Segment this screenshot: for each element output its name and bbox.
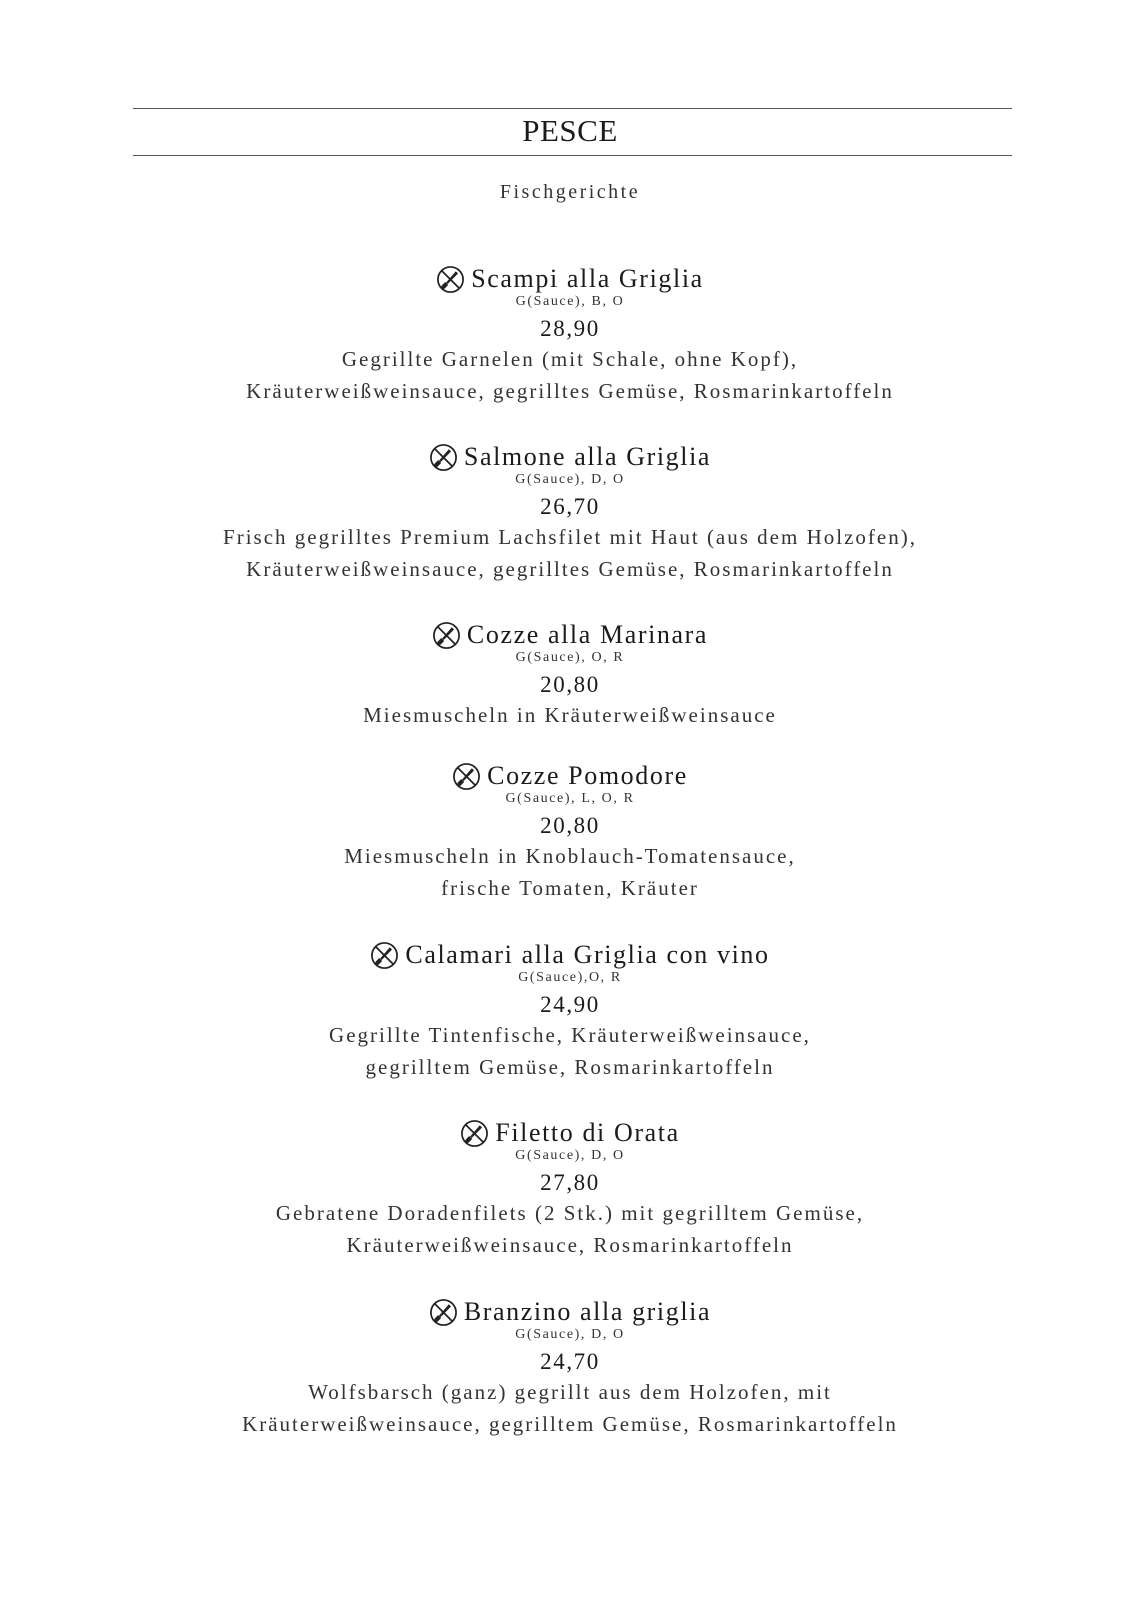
dish-description-line: frische Tomaten, Kräuter <box>441 876 699 900</box>
dish-price: 28,90 <box>540 316 600 341</box>
dish-description-line: Miesmuscheln in Kräuterweißweinsauce <box>363 703 777 727</box>
dish-description-line: Kräuterweißweinsauce, Rosmarinkartoffeln <box>346 1233 794 1257</box>
dish-price: 27,80 <box>540 1170 600 1195</box>
dish-allergens: G(Sauce),O, R <box>518 970 622 985</box>
dish-heading <box>0 760 1140 792</box>
dish-description-line: Kräuterweißweinsauce, gegrilltes Gemüse, Rosmarinkartoffeln <box>246 557 894 581</box>
dish-name: Cozze Pomodore <box>487 761 688 790</box>
dish-heading <box>0 1296 1140 1328</box>
menu-item <box>0 441 1140 585</box>
no-cutlery-icon <box>460 1119 489 1148</box>
dish-allergens: G(Sauce), D, O <box>515 1327 625 1342</box>
top-divider <box>133 108 1012 109</box>
dish-name: Cozze alla Marinara <box>466 620 709 649</box>
bottom-divider <box>133 155 1012 156</box>
dish-price: 24,70 <box>540 1349 600 1374</box>
menu-item <box>0 1296 1140 1440</box>
dish-name: Calamari alla Griglia con vino <box>405 940 770 969</box>
dish-description-line: Kräuterweißweinsauce, gegrilltes Gemüse, Rosmarinkartoffeln <box>246 379 894 403</box>
dish-heading <box>0 441 1140 473</box>
dish-allergens: G(Sauce), O, R <box>515 650 625 665</box>
menu-item <box>0 760 1140 904</box>
dish-description-line: Wolfsbarsch (ganz) gegrillt aus dem Holzofen, mit <box>308 1380 832 1404</box>
menu-item <box>0 939 1140 1083</box>
dish-description-line: gegrilltem Gemüse, Rosmarinkartoffeln <box>365 1055 775 1079</box>
dish-name: Scampi alla Griglia <box>471 264 704 293</box>
dish-description-line: Gegrillte Tintenfische, Kräuterweißweinsauce, <box>329 1023 811 1047</box>
no-cutlery-icon <box>429 1298 458 1327</box>
dish-name: Branzino alla griglia <box>463 1297 712 1326</box>
dish-description-line: Frisch gegrilltes Premium Lachsfilet mit Haut (aus dem Holzofen), <box>223 525 917 549</box>
menu-item <box>0 1117 1140 1261</box>
no-cutlery-icon <box>429 443 458 472</box>
dish-description-line: Gegrillte Garnelen (mit Schale, ohne Kopf), <box>341 347 799 371</box>
no-cutlery-icon <box>452 762 481 791</box>
dish-description-line: Gebratene Doradenfilets (2 Stk.) mit gegrilltem Gemüse, <box>275 1201 865 1225</box>
menu-item <box>0 263 1140 407</box>
dish-name: Filetto di Orata <box>495 1118 680 1147</box>
dish-heading <box>0 939 1140 971</box>
section-subtitle: Fischgerichte <box>499 181 641 203</box>
dish-allergens: G(Sauce), B, O <box>515 294 625 309</box>
dish-price: 24,90 <box>540 992 600 1017</box>
dish-allergens: G(Sauce), D, O <box>515 1148 625 1163</box>
no-cutlery-icon <box>370 941 399 970</box>
dish-heading <box>0 263 1140 295</box>
dish-description-line: Miesmuscheln in Knoblauch-Tomatensauce, <box>344 844 796 868</box>
dish-price: 26,70 <box>540 494 600 519</box>
section-title: PESCE <box>522 113 618 148</box>
no-cutlery-icon <box>436 265 465 294</box>
dish-heading <box>0 619 1140 651</box>
dish-allergens: G(Sauce), D, O <box>515 472 625 487</box>
dish-description-line: Kräuterweißweinsauce, gegrilltem Gemüse, Rosmarinkartoffeln <box>242 1412 898 1436</box>
menu-item <box>0 619 1140 731</box>
no-cutlery-icon <box>432 621 461 650</box>
dish-name: Salmone alla Griglia <box>463 442 712 471</box>
dish-price: 20,80 <box>540 672 600 697</box>
dish-heading <box>0 1117 1140 1149</box>
dish-allergens: G(Sauce), L, O, R <box>505 791 635 806</box>
dish-price: 20,80 <box>540 813 600 838</box>
